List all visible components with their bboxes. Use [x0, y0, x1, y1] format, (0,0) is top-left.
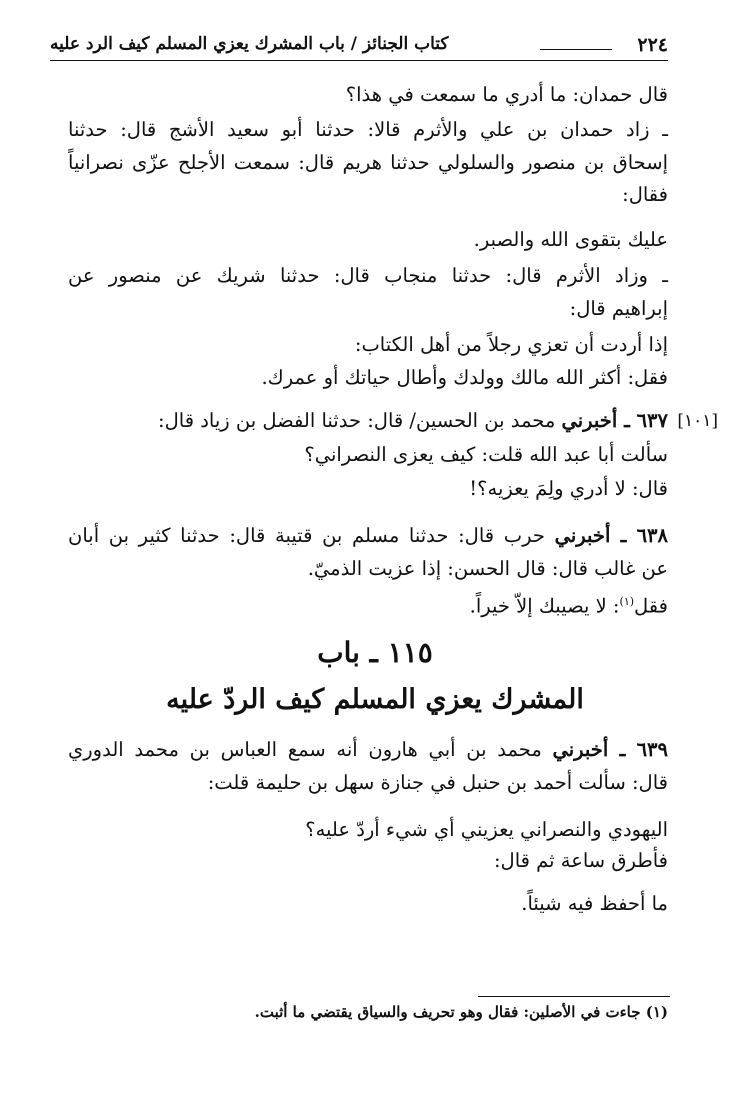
text-line: ـ زاد حمدان بن علي والأثرم قالا: حدثنا أبو سعيد الأشج قال: حدثنا	[68, 118, 668, 141]
footnote-rule	[478, 996, 670, 997]
text-line: فأطرق ساعة ثم قال:	[493, 849, 668, 872]
header-dash-rule	[540, 49, 612, 50]
text-line: سألت أبا عبد الله قلت: كيف يعزى النصراني؟	[304, 443, 668, 466]
text-run: حرب قال: حدثنا مسلم بن قتيبة قال: حدثنا كثير بن أبان	[68, 524, 555, 547]
text-line: إبراهيم قال:	[569, 297, 668, 320]
text-line: ما أحفظ فيه شيئاً.	[521, 892, 668, 915]
text-line: عن غالب قال: قال الحسن: إذا عزيت الذميّ.	[307, 557, 668, 580]
text-line: عليك بتقوى الله والصبر.	[473, 228, 668, 251]
chapter-title: المشرك يعزي المسلم كيف الردّ عليه	[166, 684, 584, 715]
running-header	[50, 30, 668, 64]
text-line: فقال:	[622, 183, 668, 206]
header-rule	[50, 60, 668, 61]
report-639	[68, 735, 668, 765]
text-run: فقل	[634, 594, 668, 618]
text-line: قال: لا أدري ولِمَ يعزيه؟!	[469, 477, 668, 500]
footnote: (١) جاءت في الأصلين: فقال وهو تحريف والسياق يقتضي ما أثبت.	[254, 1003, 668, 1021]
text-run: محمد بن أبي هارون أنه سمع العباس بن محمد الدوري	[68, 738, 553, 761]
text-run: محمد بن الحسين/ قال: حدثنا الفضل بن زياد قال:	[158, 409, 562, 432]
report-number: ٦٣٧ ـ أخبرني	[561, 409, 668, 432]
footnote-marker: (١)	[619, 595, 635, 608]
text-line: فقل: أكثر الله مالك وولدك وأطال حياتك أو عمرك.	[261, 366, 668, 389]
page-number: ٢٢٤	[637, 34, 668, 56]
text-line: إذا أردت أن تعزي رجلاً من أهل الكتاب:	[354, 333, 668, 356]
report-number: ٦٣٩ ـ أخبرني	[552, 738, 668, 761]
text-line: قال حمدان: ما أدري ما سمعت في هذا؟	[345, 83, 668, 106]
report-637	[108, 406, 668, 436]
text-line: ـ وزاد الأثرم قال: حدثنا منجاب قال: حدثنا شريك عن منصور عن	[68, 264, 668, 287]
text-line: اليهودي والنصراني يعزيني أي شيء أردّ عليه؟	[305, 818, 668, 841]
chapter-number: ١١٥ ـ باب	[317, 636, 433, 669]
report-number: ٦٣٨ ـ أخبرني	[554, 524, 668, 547]
text-line	[470, 587, 668, 622]
margin-reference: [١٠١]	[677, 411, 718, 431]
text-run: : لا يصيبك إلاّ خيراً.	[469, 594, 620, 618]
text-line: قال: سألت أحمد بن حنبل في جنازة سهل بن حليمة قلت:	[207, 771, 668, 794]
report-638	[68, 521, 668, 551]
text-line: إسحاق بن منصور والسلولي حدثنا هريم قال: سمعت الأجلح عزّى نصرانياً	[68, 151, 668, 174]
running-title: كتاب الجنائز / باب المشرك يعزي المسلم كيف الرد عليه	[50, 34, 449, 54]
